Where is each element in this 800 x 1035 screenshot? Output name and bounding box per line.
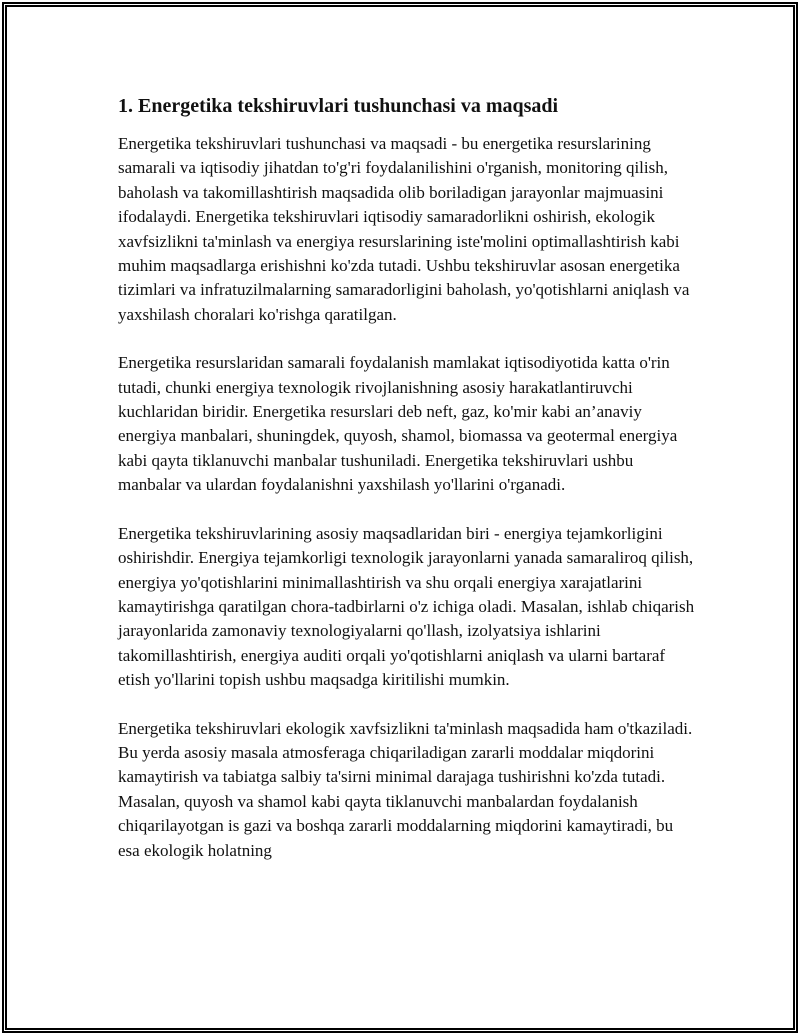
- paragraph-1: Energetika tekshiruvlari tushunchasi va maqsadi - bu energetika resurslarining samarali va iqtisodiy jihatdan to'g'ri foydalanilishini o'rganish, monitoring qilish, baholash va takomillashtirish maqsadida olib boriladigan jarayonlar majmuasini ifodalaydi. Energetika tekshiruvlari iqtisodiy samaradorlikni oshirish, ekologik xavfsizlikni ta'minlash va energiya resurslarining iste'molini optimallashtirish kabi muhim maqsadlarga erishishni ko'zda tutadi. Ushbu tekshiruvlar asosan energetika tizimlari va infratuzilmalarning samaradorligini baholash, yo'qotishlarni aniqlash va yaxshilash choralari ko'rishga qaratilgan.: [118, 134, 690, 324]
- paragraph-2: Energetika resurslaridan samarali foydalanish mamlakat iqtisodiyotida katta o'rin tutadi, chunki energiya texnologik rivojlanishning asosiy harakatlantiruvchi kuchlaridan biridir. Energetika resurslari deb neft, gaz, ko'mir kabi an’anaviy energiya manbalari, shuningdek, quyosh, shamol, biomassa va geotermal energiya kabi qayta tiklanuvchi manbalar tushuniladi. Energetika tekshiruvlari ushbu manbalar va ulardan foydalanishni yaxshilash yo'llarini o'rganadi.: [118, 353, 678, 495]
- paragraph-4: Energetika tekshiruvlari ekologik xavfsizlikni ta'minlash maqsadida ham o'tkaziladi. Bu yerda asosiy masala atmosferaga chiqariladigan zararli moddalar miqdorini kamaytirish va tabiatga salbiy ta'sirni minimal darajaga tushirishni ko'zda tutadi. Masalan, quyosh va shamol kabi qayta tiklanuvchi manbalardan foydalanish chiqarilayotgan is gazi va boshqa zararli moddalarning miqdorini kamaytiradi, bu esa ekologik holatning: [118, 718, 693, 860]
- paragraph-3: Energetika tekshiruvlarining asosiy maqsadlaridan biri - energiya tejamkorligini oshirishdir. Energiya tejamkorligi texnologik jarayonlarni yanada samaraliroq qilish, energiya yo'qotishlarini minimallashtirish va shu orqali energiya xarajatlarini kamaytirishga qaratilgan chora-tadbirlarni o'z ichiga oladi. Masalan, ishlab chiqarish jarayonlarida zamonaviy texnologiyalarni qo'llash, izolyatsiya ishlarini takomillashtirish, energiya auditi orqali yo'qotishlarni aniqlash va ularni bartaraf etish yo'llarini topish ushbu maqsadga kiritilishi mumkin.: [118, 523, 695, 690]
- document-body: [118, 92, 698, 887]
- section-title: 1. Energetika tekshiruvlari tushunchasi va maqsadi: [118, 95, 559, 117]
